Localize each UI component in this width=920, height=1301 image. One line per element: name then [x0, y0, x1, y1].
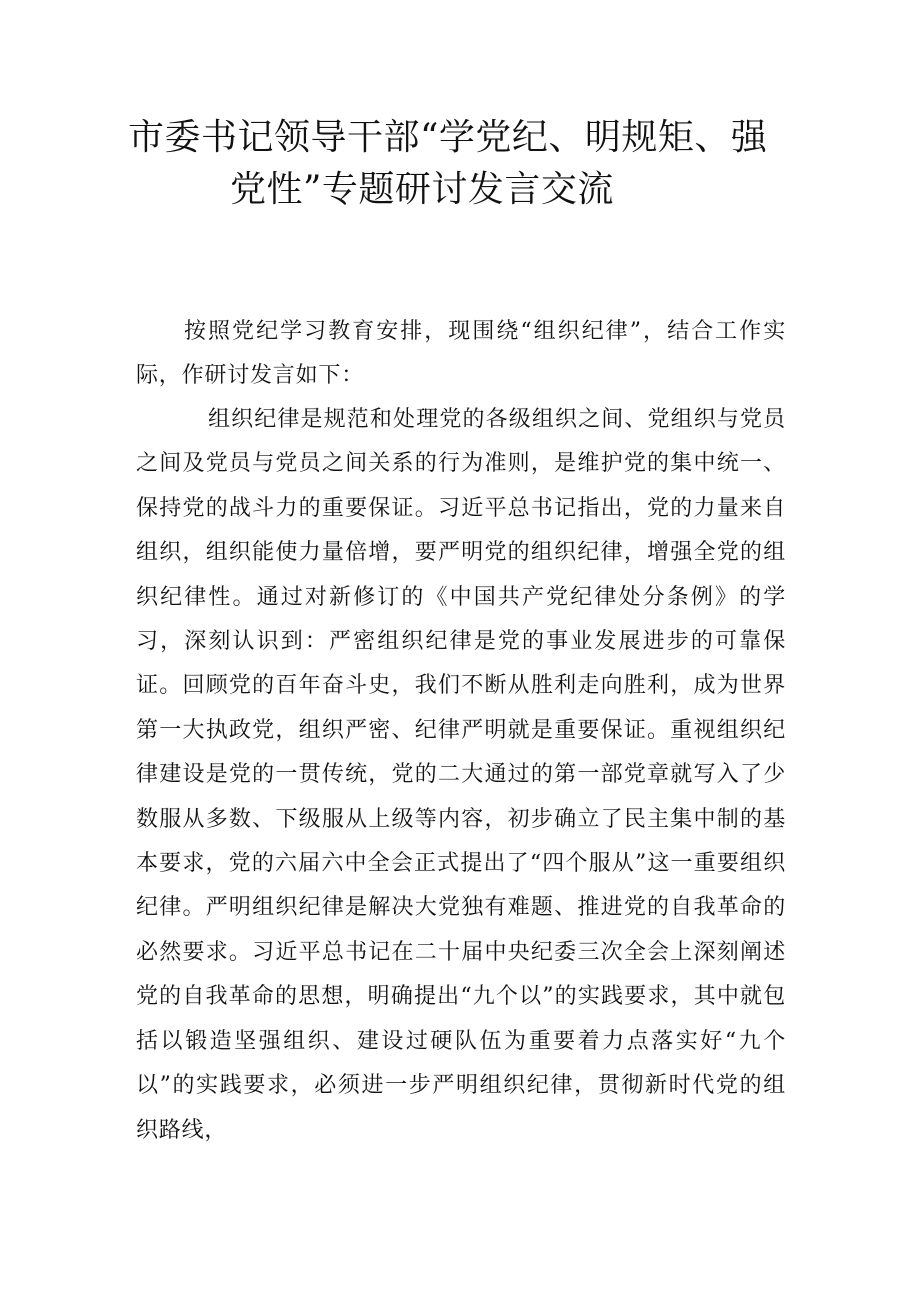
intro-paragraph: 按照党纪学习教育安排，现围绕“组织纪律”，结合工作实际，作研讨发言如下：: [136, 319, 786, 388]
title-line-2: 党性”专题研讨发言交流: [230, 169, 614, 210]
title-line-1: 市委书记领导干部“学党纪、明规矩、强: [128, 117, 768, 158]
document-title: [128, 112, 788, 216]
body-paragraph: 组织纪律是规范和处理党的各级组织之间、党组织与党员之间及党员与党员之间关系的行为准则，是维护党的集中统一、保持党的战斗力的重要保证。习近平总书记指出，党的力量来自组织，组织能使力量倍增，要严明党的组织纪律，增强全党的组织纪律性。通过对新修订的《中国共产党纪律处分条例》的学习，深刻认识到：严密组织纪律是党的事业发展进步的可靠保证。回顾党的百年奋斗史，我们不断从胜利走向胜利，成为世界第一大执政党，组织严密、纪律严明就是重要保证。重视组织纪律建设是党的一贯传统，党的二大通过的第一部党章就写入了少数服从多数、下级服从上级等内容，初步确立了民主集中制的基本要求，党的六届六中全会正式提出了“四个服从”这一重要组织纪律。严明组织纪律是解决大党独有难题、推进党的自我革命的必然要求。习近平总书记在二十届中央纪委三次全会上深刻阐述党的自我革命的思想，明确提出“九个以”的实践要求，其中就包括以锻造坚强组织、建设过硬队伍为重要着力点落实好“九个以”的实践要求，必须进一步严明组织纪律，贯彻新时代党的组织路线，: [136, 407, 786, 1143]
